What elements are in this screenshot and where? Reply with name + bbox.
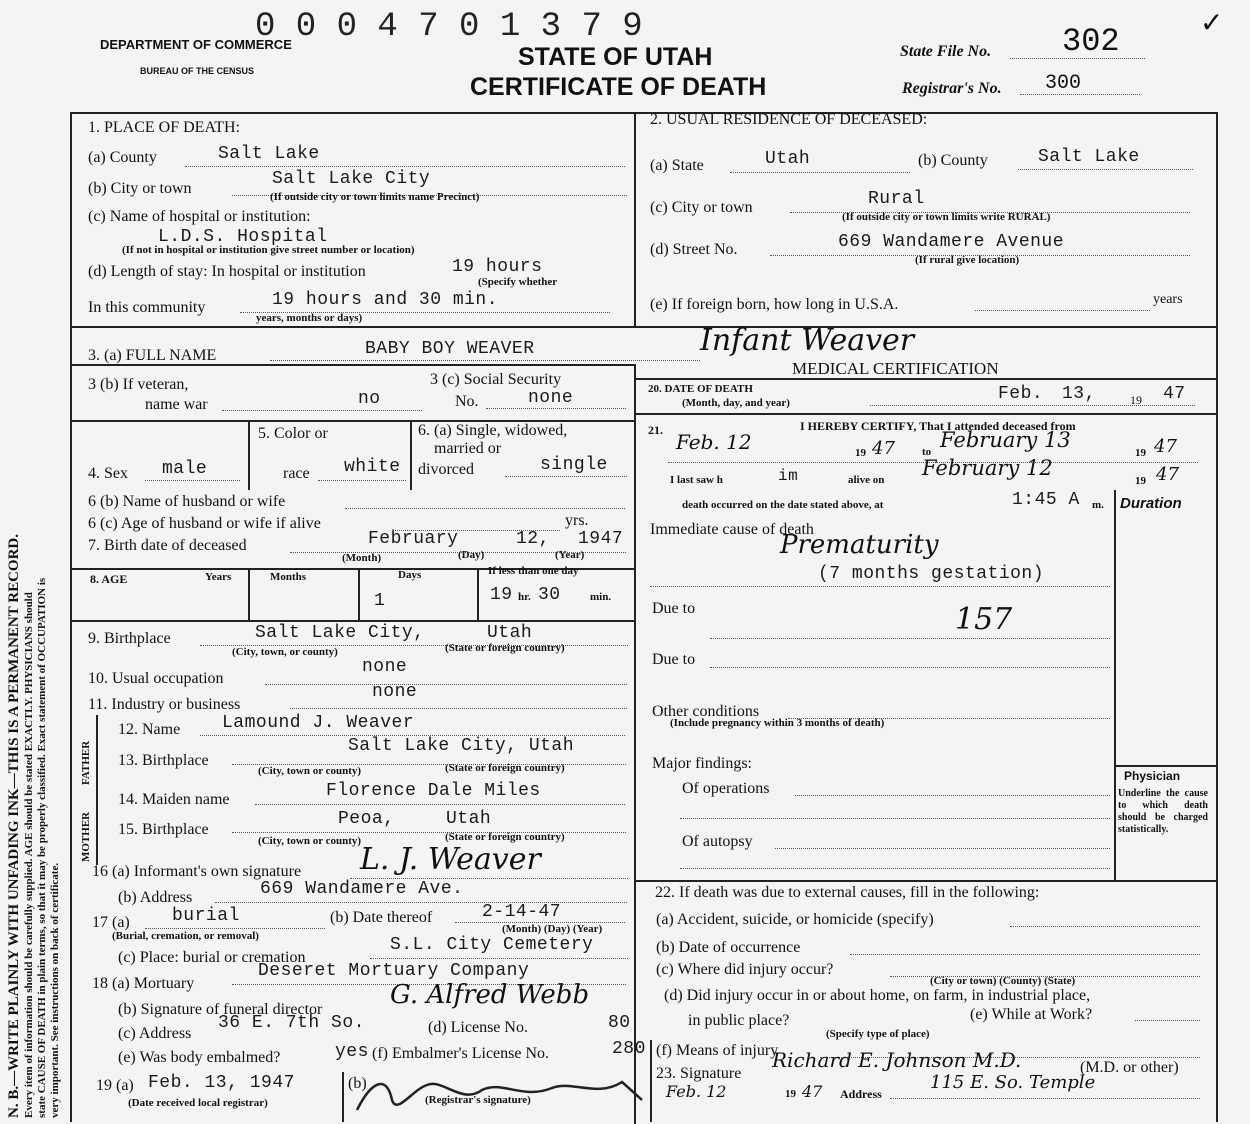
certify-num: 21. xyxy=(648,423,663,437)
hospital-label: (c) Name of hospital or institution: xyxy=(88,208,311,225)
sex-label: 4. Sex xyxy=(88,465,128,482)
father-bp-state-note: (State or foreign country) xyxy=(445,762,565,774)
signature-date-value: Feb. 12 xyxy=(666,1082,727,1101)
death-city-value: Salt Lake City xyxy=(272,169,431,189)
last-saw-im: im xyxy=(778,467,799,485)
state-file-number: 302 xyxy=(1062,23,1120,60)
birth-year-note: (Year) xyxy=(555,549,585,561)
community-label: In this community xyxy=(88,299,206,316)
attended-from-year: 47 xyxy=(872,438,895,459)
physician-address-label: Address xyxy=(840,1087,882,1101)
marital-label-1: 6. (a) Single, widowed, xyxy=(418,422,568,439)
physician-note-text: Underline the cause to which death should be charged statistically. xyxy=(1118,788,1208,835)
registrar-sig-label: (b) xyxy=(348,1075,367,1092)
other-conditions-label: Other conditions xyxy=(652,703,760,720)
alive-label: alive on xyxy=(848,474,885,486)
check-mark-icon: ✓ xyxy=(1200,8,1224,39)
res-street-note: (If rural give location) xyxy=(915,254,1020,266)
war-label: name war xyxy=(145,396,208,413)
death-occurred-label: death occurred on the date stated above, at xyxy=(682,499,884,511)
burial-date-value: 2-14-47 xyxy=(482,902,562,922)
date-received-label: 19 (a) xyxy=(96,1077,134,1094)
min-label: min. xyxy=(590,591,612,603)
burial-method-label: 17 (a) xyxy=(92,914,130,931)
spouse-age-unit: yrs. xyxy=(565,512,589,529)
birthdate-label: 7. Birth date of deceased xyxy=(88,537,247,554)
gestation-value: (7 months gestation) xyxy=(818,564,1045,584)
mortuary-address-label: (c) Address xyxy=(118,1025,192,1042)
age-minutes-value: 30 xyxy=(538,585,561,605)
date-occurrence-label: (b) Date of occurrence xyxy=(656,939,801,956)
res-street-label: (d) Street No. xyxy=(650,241,738,258)
hospital-note: (If not in hospital or institution give street number or location) xyxy=(122,244,415,256)
foreign-unit: years xyxy=(1153,292,1183,307)
certify-text: I HEREBY CERTIFY, That I attended deceased from xyxy=(800,419,1076,433)
certificate-title: CERTIFICATE OF DEATH xyxy=(470,73,767,101)
public-place-label: in public place? xyxy=(688,1012,790,1029)
full-name-value: BABY BOY WEAVER xyxy=(365,339,535,359)
mother-side-label: MOTHER xyxy=(80,811,92,862)
funeral-director-signature: G. Alfred Webb xyxy=(390,980,590,1010)
date-received-note: (Date received local registrar) xyxy=(128,1097,268,1109)
alive-19: 19 xyxy=(1135,475,1146,487)
mother-bp-city-note: (City, town or county) xyxy=(258,835,362,847)
state-file-label: State File No. xyxy=(900,43,992,60)
res-county-label: (b) County xyxy=(918,152,988,169)
specify-note: (Specify whether xyxy=(478,276,558,288)
res-state-value: Utah xyxy=(765,149,811,169)
operations-label: Of operations xyxy=(682,780,770,797)
full-name-handwritten: Infant Weaver xyxy=(700,323,915,358)
bp-state-note: (State or foreign country) xyxy=(445,642,565,654)
to-label: to xyxy=(922,446,932,458)
accident-label: (a) Accident, suicide, or homicide (specify) xyxy=(656,911,934,928)
ss-no-label: No. xyxy=(455,393,479,410)
signature-19: 19 xyxy=(785,1088,796,1100)
physician-note-label: Physician xyxy=(1124,769,1181,783)
signature-year-value: 47 xyxy=(802,1082,823,1101)
res-city-note: (If outside city or town limits write RURAL) xyxy=(842,211,1051,223)
dod-day-value: 13, xyxy=(1062,384,1096,404)
registrar-signature-scribble xyxy=(352,1070,652,1115)
mortuary-label: 18 (a) Mortuary xyxy=(92,975,195,992)
race-value: white xyxy=(344,457,401,477)
race-label: race xyxy=(283,465,310,482)
birthplace-state-value: Utah xyxy=(487,623,533,643)
sex-value: male xyxy=(162,459,208,479)
burial-date-note: (Month) (Day) (Year) xyxy=(502,923,603,935)
dod-note: (Month, day, and year) xyxy=(682,397,790,409)
foreign-label: (e) If foreign born, how long in U.S.A. xyxy=(650,296,899,313)
bp-city-note: (City, town, or county) xyxy=(232,646,338,658)
father-birthplace-label: 13. Birthplace xyxy=(118,752,209,769)
mother-maiden-value: Florence Dale Miles xyxy=(326,781,541,801)
embalmer-license-value: 280 xyxy=(612,1039,646,1059)
mortuary-address-value: 36 E. 7th So. xyxy=(218,1013,365,1033)
burial-place-label: (c) Place: burial or cremation xyxy=(118,949,306,966)
stay-hospital-label: (d) Length of stay: In hospital or institution xyxy=(88,263,366,280)
duration-label: Duration xyxy=(1120,495,1182,512)
residence-heading: 2. USUAL RESIDENCE OF DECEASED: xyxy=(650,111,928,128)
full-name-label: 3. (a) FULL NAME xyxy=(88,347,217,364)
funeral-director-label: (b) Signature of funeral director xyxy=(118,1001,323,1018)
dod-label: 20. DATE OF DEATH xyxy=(648,383,753,395)
side-notice-main: N. B.—WRITE PLAINLY WITH UNFADING INK—THIS IS A PERMANENT RECORD. xyxy=(6,534,22,1118)
attended-to-year: 47 xyxy=(1154,436,1177,457)
dod-year-prefix: 19 xyxy=(1130,393,1142,407)
attended-to-19: 19 xyxy=(1135,447,1146,459)
informant-address-value: 669 Wandamere Ave. xyxy=(260,879,464,899)
spouse-age-label: 6 (c) Age of husband or wife if alive xyxy=(88,515,321,532)
registrar-number: 300 xyxy=(1045,72,1082,95)
side-notice-line2: Every item of information should be carefully supplied. AGE should be stated EXACTLY. PHYSICIANS should xyxy=(23,592,35,1118)
informant-signature: L. J. Weaver xyxy=(360,842,541,877)
res-street-value: 669 Wandamere Avenue xyxy=(838,232,1065,252)
side-notice-line4: very important. See instructions on back of certificate. xyxy=(49,862,61,1118)
department-label: DEPARTMENT OF COMMERCE xyxy=(100,37,292,52)
autopsy-label: Of autopsy xyxy=(682,833,753,850)
father-side-label: FATHER xyxy=(80,740,92,785)
mother-birthplace-label: 15. Birthplace xyxy=(118,821,209,838)
age-label: 8. AGE xyxy=(90,572,128,586)
birthplace-city-value: Salt Lake City, xyxy=(255,623,425,643)
death-city-note: (If outside city or town limits name Precinct) xyxy=(270,191,480,203)
death-time-suffix: m. xyxy=(1092,499,1104,511)
due-to-1-value: 157 xyxy=(955,602,1013,637)
registrar-label: Registrar's No. xyxy=(902,80,1002,97)
informant-address-label: (b) Address xyxy=(118,889,193,906)
age-days-value: 1 xyxy=(374,591,386,611)
registrar-sig-note: (Registrar's signature) xyxy=(425,1094,531,1106)
industry-value: none xyxy=(372,682,418,702)
marital-label-3: divorced xyxy=(418,461,474,478)
father-bp-city-note: (City, town or county) xyxy=(258,765,362,777)
physician-address-value: 115 E. So. Temple xyxy=(930,1072,1096,1093)
due-to-2-label: Due to xyxy=(652,651,696,668)
birth-year-value: 1947 xyxy=(578,529,624,549)
specify-place-note: (Specify type of place) xyxy=(826,1028,930,1040)
age-months-label: Months xyxy=(270,571,307,583)
medical-heading: MEDICAL CERTIFICATION xyxy=(792,359,999,378)
license-label: (d) License No. xyxy=(428,1019,528,1036)
death-time-value: 1:45 A xyxy=(1012,490,1080,510)
major-findings-label: Major findings: xyxy=(652,755,752,772)
attended-from-19: 19 xyxy=(855,447,866,459)
birthplace-label: 9. Birthplace xyxy=(88,630,171,647)
embalmed-label: (e) Was body embalmed? xyxy=(118,1049,281,1066)
last-saw-label: I last saw h xyxy=(670,474,723,486)
bureau-label: BUREAU OF THE CENSUS xyxy=(140,66,255,76)
burial-place-value: S.L. City Cemetery xyxy=(390,935,594,955)
immediate-cause-label: Immediate cause of death xyxy=(650,521,814,538)
mother-bp-city-value: Peoa, xyxy=(338,809,395,829)
age-years-label: Years xyxy=(205,571,232,583)
injury-home-label: (d) Did injury occur in or about home, on farm, in industrial place, xyxy=(664,987,1091,1004)
res-city-label: (c) City or town xyxy=(650,199,753,216)
hr-label: hr. xyxy=(518,591,531,603)
death-county-value: Salt Lake xyxy=(218,144,320,164)
color-label: 5. Color or xyxy=(258,425,328,442)
mortuary-value: Deseret Mortuary Company xyxy=(258,961,530,981)
stay-community-value: 19 hours and 30 min. xyxy=(272,290,499,310)
alive-date-value: February 12 xyxy=(922,456,1053,480)
embalmed-value: yes xyxy=(335,1042,369,1062)
birth-day-note: (Day) xyxy=(458,549,485,561)
dod-month-value: Feb. xyxy=(998,384,1044,404)
less-than-day-label: If less than one day xyxy=(488,565,579,577)
death-city-label: (b) City or town xyxy=(88,180,192,197)
father-name-label: 12. Name xyxy=(118,721,181,738)
stay-hospital-value: 19 hours xyxy=(452,257,543,277)
occupation-value: none xyxy=(362,657,408,677)
marital-label-2: married or xyxy=(434,440,502,457)
war-value: no xyxy=(358,389,381,409)
age-days-label: Days xyxy=(398,569,422,581)
date-received-value: Feb. 13, 1947 xyxy=(148,1073,295,1093)
res-city-value: Rural xyxy=(868,189,925,209)
state-heading: STATE OF UTAH xyxy=(518,43,713,71)
community-note: years, months or days) xyxy=(256,312,363,324)
serial-number: 0 0 0 4 7 0 1 3 7 9 xyxy=(255,8,643,46)
license-value: 80 xyxy=(608,1013,631,1033)
industry-label: 11. Industry or business xyxy=(88,696,241,713)
father-name-value: Lamound J. Weaver xyxy=(222,713,415,733)
age-hours-value: 19 xyxy=(490,585,513,605)
side-notice-line3: state CAUSE OF DEATH in plain terms, so that it may be properly classified. Exact statement of OCCUPATION is xyxy=(36,577,48,1118)
md-label: (M.D. or other) xyxy=(1080,1059,1179,1076)
burial-method-note: (Burial, cremation, or removal) xyxy=(112,930,259,942)
death-county-label: (a) County xyxy=(88,149,157,166)
where-injury-label: (c) Where did injury occur? xyxy=(656,961,834,978)
burial-date-label: (b) Date thereof xyxy=(330,909,433,926)
birth-day-value: 12, xyxy=(516,529,550,549)
mother-maiden-label: 14. Maiden name xyxy=(118,791,230,808)
attended-to-value: February 13 xyxy=(940,428,1071,452)
signature-label: 23. Signature xyxy=(656,1065,742,1082)
dod-year-value: 47 xyxy=(1163,384,1186,404)
occupation-label: 10. Usual occupation xyxy=(88,670,224,687)
embalmer-license-label: (f) Embalmer's License No. xyxy=(372,1045,550,1062)
res-county-value: Salt Lake xyxy=(1038,147,1140,167)
birth-month-note: (Month) xyxy=(342,552,382,564)
informant-sig-label: 16 (a) Informant's own signature xyxy=(92,863,302,880)
alive-year-value: 47 xyxy=(1156,464,1179,485)
spouse-label: 6 (b) Name of husband or wife xyxy=(88,493,286,510)
ss-value: none xyxy=(528,388,574,408)
immediate-cause-value: Prematurity xyxy=(780,530,939,560)
res-state-label: (a) State xyxy=(650,157,704,174)
means-injury-label: (f) Means of injury xyxy=(656,1042,779,1059)
external-causes-label: 22. If death was due to external causes, fill in the following: xyxy=(655,884,1040,901)
burial-method-value: burial xyxy=(172,906,240,926)
ss-label: 3 (c) Social Security xyxy=(430,371,562,388)
physician-signature: Richard E. Johnson M.D. xyxy=(772,1048,1022,1072)
mother-bp-state-value: Utah xyxy=(446,809,492,829)
while-at-work-label: (e) While at Work? xyxy=(970,1006,1093,1023)
due-to-1-label: Due to xyxy=(652,600,696,617)
veteran-label: 3 (b) If veteran, xyxy=(88,376,189,393)
marital-value: single xyxy=(540,455,608,475)
birth-month-value: February xyxy=(368,529,459,549)
other-conditions-note: (Include pregnancy within 3 months of death) xyxy=(670,717,885,729)
attended-from-value: Feb. 12 xyxy=(676,430,752,454)
where-injury-note: (City or town) (County) (State) xyxy=(930,975,1076,987)
hospital-value: L.D.S. Hospital xyxy=(158,227,328,247)
mother-bp-state-note: (State or foreign country) xyxy=(445,831,565,843)
place-of-death-heading: 1. PLACE OF DEATH: xyxy=(88,119,241,136)
father-birthplace-value: Salt Lake City, Utah xyxy=(348,736,575,756)
